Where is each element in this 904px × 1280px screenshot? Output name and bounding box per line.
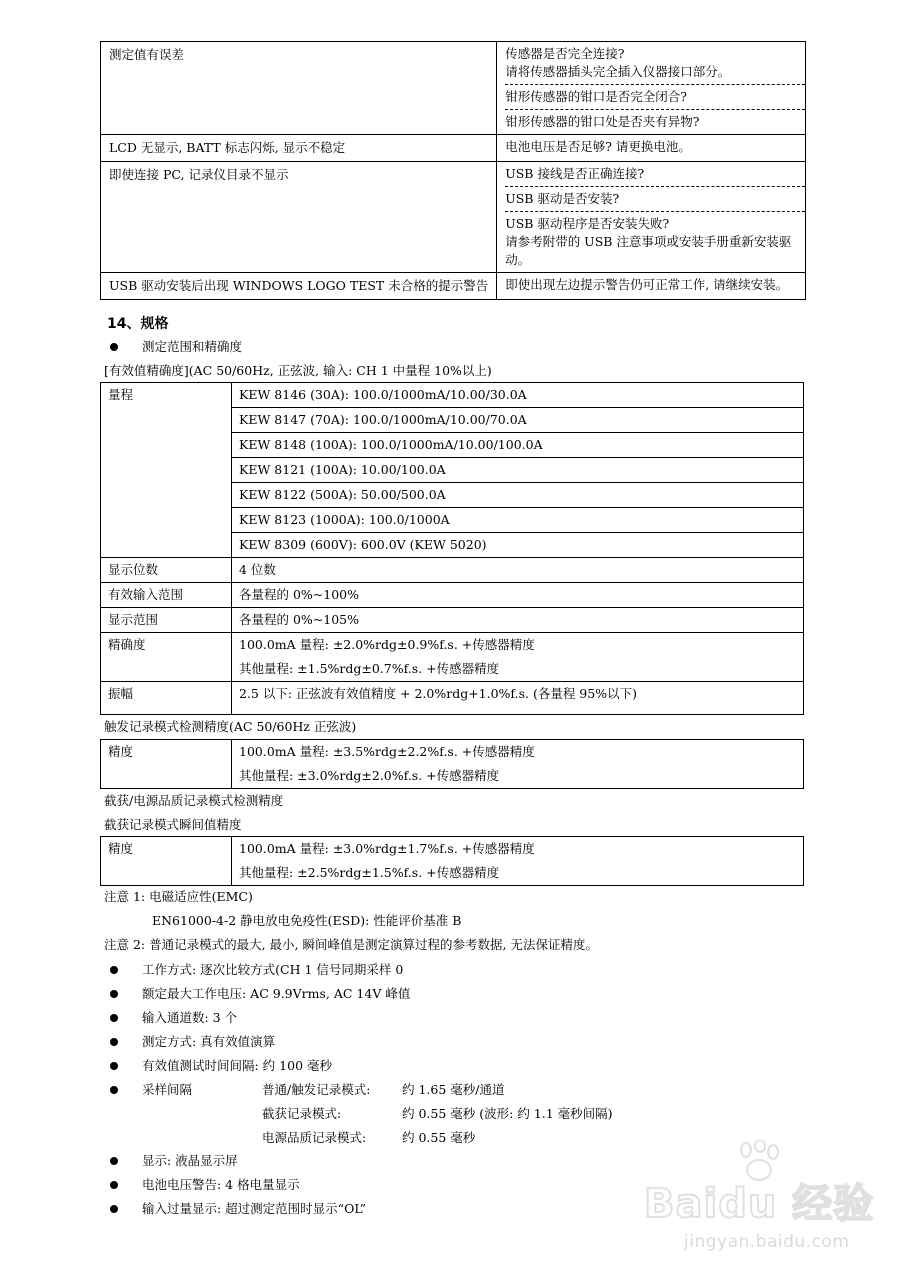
note2: 注意 2: 普通记录模式的最大, 最小, 瞬间峰值是测定演算过程的参考数据, 无法保证精度。 xyxy=(104,937,598,952)
table-row xyxy=(101,682,804,715)
digits-label: 显示位数 xyxy=(101,558,232,583)
bullet-icon xyxy=(110,1181,118,1189)
check-cell xyxy=(497,273,806,300)
bullet-item: 工作方式: 逐次比较方式(CH 1 信号同期采样 0 xyxy=(142,962,404,977)
sampling-value: 约 0.55 毫秒 (波形: 约 1.1 毫秒间隔) xyxy=(402,1106,613,1121)
sampling-label: 采样间隔 xyxy=(142,1082,193,1097)
range-item: KEW 8121 (100A): 10.00/100.0A xyxy=(232,458,803,483)
range-item: KEW 8123 (1000A): 100.0/1000A xyxy=(232,508,803,533)
amp-value: 2.5 以下: 正弦波有效值精度 + 2.0%rdg+1.0%f.s. (各量程 95%以下) xyxy=(232,682,804,715)
table-row xyxy=(101,273,806,300)
accuracy-values xyxy=(232,633,804,682)
trigger-label: 精度 xyxy=(101,740,232,789)
bullet-icon xyxy=(110,966,118,974)
capture-line: 其他量程: ±2.5%rdg±1.5%f.s. +传感器精度 xyxy=(239,865,500,880)
bullet-icon xyxy=(110,1062,118,1070)
check-cell xyxy=(497,135,806,162)
bullet-icon xyxy=(110,343,118,351)
trigger-caption: 触发记录模式检测精度(AC 50/60Hz 正弦波) xyxy=(104,719,357,734)
check-cell xyxy=(497,42,806,135)
table-row xyxy=(101,42,806,135)
note1-title: 注意 1: 电磁适应性(EMC) xyxy=(104,889,253,904)
bullet-item: 电池电压警告: 4 格电量显示 xyxy=(142,1177,300,1192)
check-item: 钳形传感器的钳口是否完全闭合? xyxy=(505,85,805,110)
check-item: USB 驱动是否安装? xyxy=(505,187,805,212)
bullet-icon xyxy=(110,1157,118,1165)
check-item: USB 驱动程序是否安装失败? 请参考附带的 USB 注意事项或安装手册重新安装驱动。 xyxy=(505,216,792,267)
bullet-item: 有效值测试时间间隔: 约 100 毫秒 xyxy=(142,1058,332,1073)
symptom-cell: LCD 无显示, BATT 标志闪烁, 显示不稳定 xyxy=(101,135,497,162)
capture-label: 精度 xyxy=(101,837,232,886)
input-label: 有效输入范围 xyxy=(101,583,232,608)
sampling-mode: 普通/触发记录模式: xyxy=(262,1082,371,1097)
trigger-values xyxy=(232,740,804,789)
bullet-icon xyxy=(110,1038,118,1046)
table-row xyxy=(101,583,804,608)
note1-body: EN61000-4-2 静电放电免疫性(ESD): 性能评价基准 B xyxy=(152,913,462,928)
capture-values xyxy=(232,837,804,886)
bullet-icon xyxy=(110,1014,118,1022)
accuracy-label: 精确度 xyxy=(101,633,232,682)
check-item: USB 接线是否正确连接? xyxy=(505,162,805,187)
table-row xyxy=(101,740,804,789)
display-label: 显示范围 xyxy=(101,608,232,633)
symptom-cell: USB 驱动安装后出现 WINDOWS LOGO TEST 未合格的提示警告 xyxy=(101,273,497,300)
digits-value: 4 位数 xyxy=(232,558,804,583)
sampling-mode: 电源品质记录模式: xyxy=(262,1130,367,1145)
symptom-cell: 测定值有误差 xyxy=(101,42,497,135)
table-row xyxy=(101,837,804,886)
trigger-line: 其他量程: ±3.0%rdg±2.0%f.s. +传感器精度 xyxy=(239,768,500,783)
trigger-table xyxy=(100,739,804,789)
input-value: 各量程的 0%~100% xyxy=(232,583,804,608)
sampling-value: 约 1.65 毫秒/通道 xyxy=(402,1082,505,1097)
bullet-item: 测定方式: 真有效值演算 xyxy=(142,1034,276,1049)
bullet-item: 输入通道数: 3 个 xyxy=(142,1010,238,1025)
capture-caption-1: 截获/电源品质记录模式检测精度 xyxy=(104,793,284,808)
amp-label: 振幅 xyxy=(101,682,232,715)
bullet-item: 额定最大工作电压: AC 9.9Vrms, AC 14V 峰值 xyxy=(142,986,411,1001)
display-value: 各量程的 0%~105% xyxy=(232,608,804,633)
bullet-item: 显示: 液晶显示屏 xyxy=(142,1153,238,1168)
bullet-icon xyxy=(110,1086,118,1094)
baidu-watermark xyxy=(640,1140,880,1270)
bullet-icon xyxy=(110,1205,118,1213)
capture-line: 100.0mA 量程: ±3.0%rdg±1.7%f.s. +传感器精度 xyxy=(239,841,535,856)
symptom-cell: 即使连接 PC, 记录仪目录不显示 xyxy=(101,162,497,273)
table-row xyxy=(101,558,804,583)
range-item: KEW 8148 (100A): 100.0/1000mA/10.00/100.0A xyxy=(232,433,803,458)
range-item: KEW 8146 (30A): 100.0/1000mA/10.00/30.0A xyxy=(232,383,803,408)
capture-table xyxy=(100,836,804,886)
bullet-icon xyxy=(110,990,118,998)
check-item: 钳形传感器的钳口处是否夹有异物? xyxy=(505,114,700,129)
section-title: 14、规格 xyxy=(107,316,169,332)
table-row xyxy=(101,162,806,273)
rms-caption: [有效值精确度](AC 50/60Hz, 正弦波, 输入: CH 1 中量程 10%以上) xyxy=(104,363,492,378)
range-item: KEW 8122 (500A): 50.00/500.0A xyxy=(232,483,803,508)
bullet-item: 输入过量显示: 超过测定范围时显示“OL” xyxy=(142,1201,367,1216)
troubleshooting-table xyxy=(100,41,806,300)
bullet-range-text: 测定范围和精确度 xyxy=(142,339,243,354)
range-item: KEW 8309 (600V): 600.0V (KEW 5020) xyxy=(239,537,487,552)
watermark-url: jingyan.baidu.com xyxy=(684,1232,850,1252)
check-item: 传感器是否完全连接? 请将传感器插头完全插入仪器接口部分。 xyxy=(505,42,805,85)
check-item: 即使出现左边提示警告仍可正常工作, 请继续安装。 xyxy=(505,277,789,292)
capture-caption-2: 截获记录模式瞬间值精度 xyxy=(104,817,242,832)
trigger-line: 100.0mA 量程: ±3.5%rdg±2.2%f.s. +传感器精度 xyxy=(239,744,535,759)
table-row xyxy=(101,383,804,558)
spec-table xyxy=(100,382,804,715)
check-cell xyxy=(497,162,806,273)
accuracy-line: 100.0mA 量程: ±2.0%rdg±0.9%f.s. +传感器精度 xyxy=(239,637,535,652)
range-label: 量程 xyxy=(101,383,232,558)
sampling-value: 约 0.55 毫秒 xyxy=(402,1130,476,1145)
accuracy-line: 其他量程: ±1.5%rdg±0.7%f.s. +传感器精度 xyxy=(239,661,500,676)
range-item: KEW 8147 (70A): 100.0/1000mA/10.00/70.0A xyxy=(232,408,803,433)
table-row xyxy=(101,633,804,682)
check-item: 电池电压是否足够? 请更换电池。 xyxy=(505,139,691,154)
sampling-mode: 截获记录模式: xyxy=(262,1106,342,1121)
range-list xyxy=(232,383,804,558)
table-row xyxy=(101,135,806,162)
watermark-brand: Baidu 经验 xyxy=(644,1181,875,1227)
table-row xyxy=(101,608,804,633)
